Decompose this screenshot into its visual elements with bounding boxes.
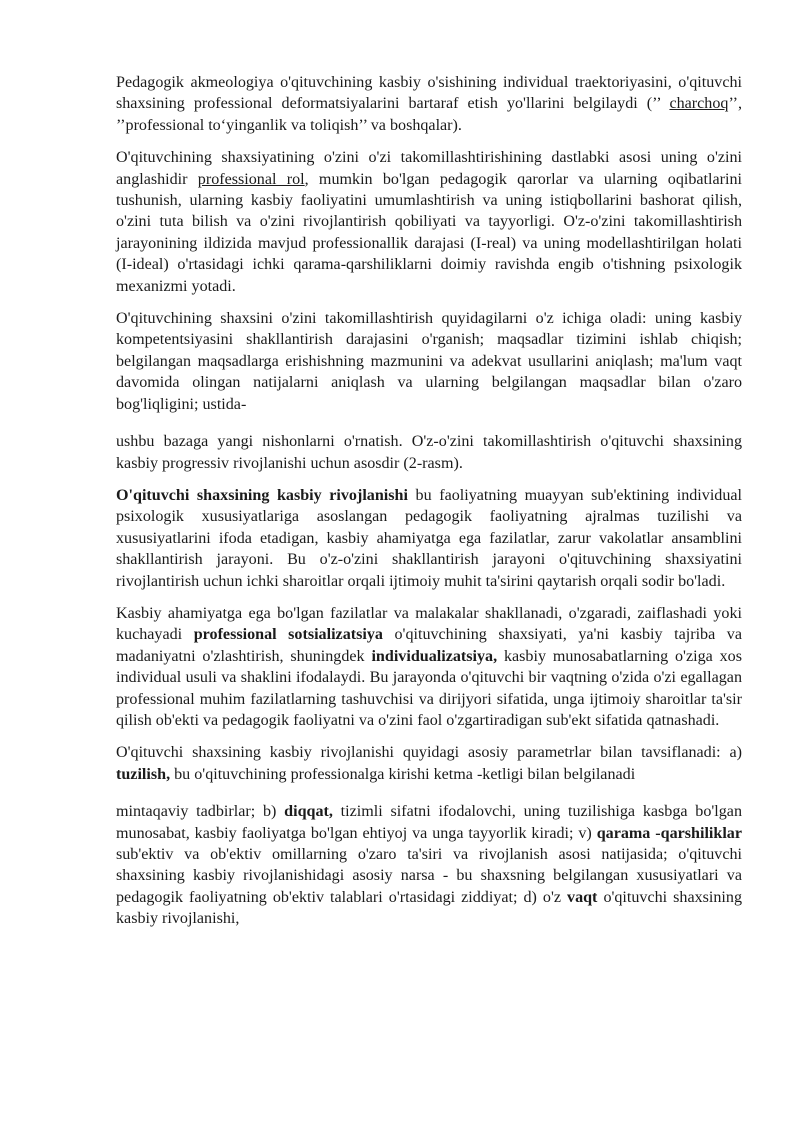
text-segment: bu faoliyatning muayyan sub'ektining individual psixologik xususiyatlariga asoslangan pedagogik faoliyatning ajralmas tuzilishi va xususiyatlarini ifoda etadigan, kasbiy ahamiyatga ega fazilatlar, zarur vakolatlar ansamblini shakllantirish jarayoni. Bu o'z-o'zini shakllantirish jarayoni o'qituvchining shaxsiyatini rivojlantirish uchun ichki sharoitlar orqali ijtimoiy muhit ta'sirini qaytarish orqali sodir bo'ladi. bbox=[116, 486, 742, 590]
paragraph-parameters bbox=[116, 742, 742, 785]
bold-term: qarama -qarshiliklar bbox=[596, 824, 743, 842]
paragraph-new-targets bbox=[116, 431, 742, 474]
text-segment: O'qituvchi shaxsining kasbiy rivojlanishi quyidagi asosiy parametrlar bilan tavsiflanadi: a) bbox=[116, 744, 742, 762]
text-segment: ushbu bazaga yangi nishonlarni o'rnatish. O'z-o'zini takomillashtirish o'qituvchi shaxsining kasbiy progressiv rivojlanishi uchun asosdir (2-rasm). bbox=[116, 433, 742, 472]
bold-term: tuzilish, bbox=[116, 765, 171, 783]
bold-term: vaqt bbox=[567, 888, 598, 906]
text-segment: o'qituvchining shaxsiyati, ya'ni kasbiy tajriba va madaniyatni o'zlashtirish, shuningdek bbox=[116, 626, 742, 665]
text-segment: bu o'qituvchining professionalga kirishi ketma -ketligi bilan belgilanadi bbox=[170, 765, 636, 783]
paragraph-parameters-continued bbox=[116, 801, 742, 929]
text-segment: kasbiy munosabatlarning o'ziga xos individual usuli va shaklini ifodalaydi. Bu jarayonda o'qituvchi bir vaqtning o'zida o'zi egallagan professional muhim fazilatlarning tashuvchisi va dirijyori sifatida, unga ijtimoiy sharoitlar ta'sir qilish ob'ekti va pedagogik faoliyatni va o'zini faol o'zgartiradigan sub'ekt sifatida qatnashadi. bbox=[116, 647, 742, 729]
bold-term: O'qituvchi shaxsining kasbiy rivojlanishi bbox=[116, 486, 408, 504]
text-segment: , mumkin bo'lgan pedagogik qarorlar va ularning oqibatlarini tushunish, ularning kasbiy faoliyatini umumlashtirish va uning istiqbollarini bashorat qilish, o'zini tuta bilish va o'zini rivojlantirish qobiliyati va tayyorligi. O'z-o'zini takomillashtirish jarayonining ildizida mavjud professionallik darajasi (I-real) va uning modellashtirilgan holati (I-ideal) o'rtasidagi ichki qarama-qarshiliklarni doimiy ravishda engib o'tishning psixologik mexanizmi yotadi. bbox=[116, 170, 742, 295]
bold-term: individualizatsiya, bbox=[371, 647, 498, 665]
text-segment: mintaqaviy tadbirlar; b) bbox=[116, 803, 285, 821]
bold-term: professional sotsializatsiya bbox=[193, 626, 383, 644]
text-segment: tizimli sifatni ifodalovchi, uning tuzilishiga kasbga bo'lgan munosabat, kasbiy faoliyatga bo'lgan ehtiyoj va unga tayyorlik kiradi; v) bbox=[116, 803, 743, 842]
text-segment: o'qituvchi shaxsining kasbiy rivojlanishi, bbox=[116, 888, 742, 928]
document-page bbox=[116, 72, 742, 941]
text-segment: ’’, ’’professional to‘yinganlik va toliqish’’ va boshqalar). bbox=[116, 95, 742, 134]
text-segment: O'qituvchining shaxsini o'zini takomillashtirish quyidagilarni o'z ichiga oladi: uning kasbiy kompetentsiyasini shakllantirish darajasini o'rganish; maqsadlar tizimini ishlab chiqish; belgilangan maqsadlarga erishishning mazmunini va adekvat usullarini aniqlash; ma'lum vaqt davomida olingan natijalarni aniqlash va ularning belgilangan maqsadlar bilan o'zaro bog'liqligini; ustida- bbox=[116, 310, 742, 413]
underlined-term: charchoq bbox=[669, 95, 729, 113]
text-segment: sub'ektiv va ob'ektiv omillarning o'zaro ta'siri va rivojlanish asosi natijasida; o'qituvchi shaxsining kasbiy rivojlanishidagi asosiy narsa - bu shaxsning belgilangan xususiyatlari va pedagogik faoliyatning ob'ektiv talablari o'rtasidagi ziddiyat; d) o'z bbox=[116, 846, 742, 906]
paragraph-akmeologiya bbox=[116, 72, 742, 136]
underlined-term: professional rol bbox=[197, 170, 305, 188]
bold-term: diqqat, bbox=[284, 803, 333, 821]
paragraph-socialization bbox=[116, 603, 742, 731]
paragraph-self-improvement-contents bbox=[116, 308, 742, 415]
paragraph-self-improvement-basis bbox=[116, 147, 742, 297]
paragraph-professional-development bbox=[116, 485, 742, 592]
text-segment: Kasbiy ahamiyatga ega bo'lgan fazilatlar va malakalar shakllanadi, o'zgaradi, zaiflashadi yoki kuchayadi bbox=[116, 604, 742, 644]
text-segment: O'qituvchining shaxsiyatining o'zini o'zi takomillashtirishining dastlabki asosi uning o'zini anglashidir bbox=[116, 149, 742, 188]
text-segment: Pedagogik akmeologiya o'qituvchining kasbiy o'sishining individual traektoriyasini, o'qituvchi shaxsining professional deformatsiyalarini bartaraf etish yo'llarini belgilaydi (’’ bbox=[116, 74, 742, 113]
